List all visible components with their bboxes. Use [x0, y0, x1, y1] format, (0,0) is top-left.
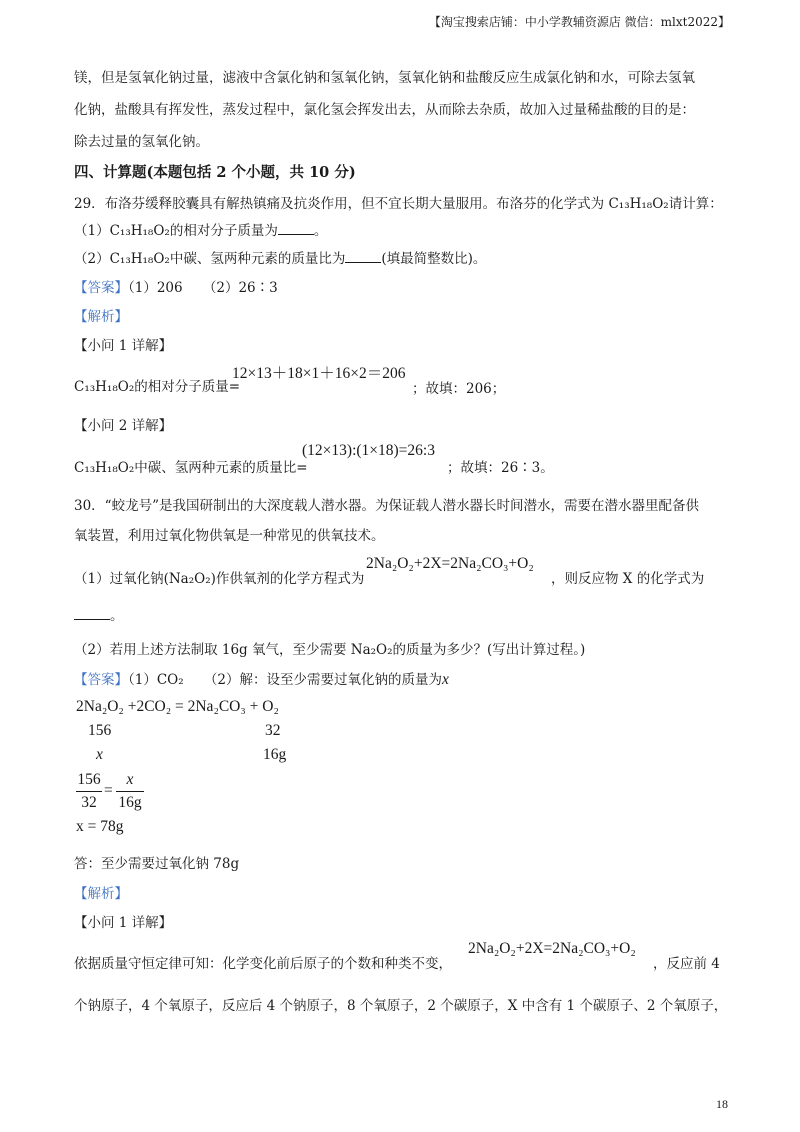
answer-tag: 【答案】	[74, 280, 128, 296]
q29-sub1-prefix: C₁₃H₁₈O₂的相对分子质量=	[74, 379, 241, 395]
q29-sub2-suffix: ；故填：26∶3。	[447, 460, 554, 476]
q29-sub2-formula: (12×13):(1×18)=26:3	[302, 442, 435, 459]
fraction-bar	[76, 791, 102, 792]
analysis-tag: 【解析】	[74, 309, 128, 325]
given-mass: 16g	[263, 746, 287, 763]
sub-question-1-tag: 【小问 1 详解】	[74, 915, 173, 931]
answer-tag: 【答案】	[74, 672, 128, 688]
intro-line-3: 除去过量的氢氧化钠。	[74, 134, 209, 150]
q29-stem: 29．布洛芬缓释胶囊具有解热镇痛及抗炎作用，但不宜长期大量服用。布洛芬的化学式为 C₁₃H₁₈O₂请计算：	[74, 196, 723, 212]
molar-mass-left: 156	[88, 722, 112, 739]
answer-blank	[345, 250, 381, 263]
page-number: 18	[716, 1097, 728, 1111]
q29-part1-end: 。	[313, 223, 328, 239]
page-header: 【淘宝搜索店铺：中小学教辅资源店 微信：mlxt2022】	[428, 15, 730, 29]
q30-sub1-line-1-equation: 2Na₂O₂+2X=2Na₂CO₃+O₂	[468, 940, 636, 957]
q30-part2: （2）若用上述方法制取 16g 氧气，至少需要 Na₂O₂的质量为多少？(写出计算过程。)	[74, 642, 586, 658]
section-title: 四、计算题(本题包括 2 个小题，共 10 分)	[74, 164, 356, 181]
result-line: x = 78g	[76, 818, 124, 835]
q29-part2	[74, 247, 486, 267]
q30-stem-line-1: 30．“蛟龙号”是我国研制出的大深度载人潜水器。为保证载人潜水器长时间潜水，需要在潜水器里配备供	[74, 498, 699, 514]
q29-sub2-prefix: C₁₃H₁₈O₂中碳、氢两种元素的质量比=	[74, 460, 308, 476]
q29-sub1-suffix: ；故填：206；	[412, 381, 506, 397]
q29-part1	[74, 219, 327, 239]
fraction-bar	[116, 791, 144, 792]
q30-part1-prefix: （1）过氧化钠(Na₂O₂)作供氧剂的化学方程式为	[74, 571, 365, 587]
answer-variable: x	[442, 671, 449, 688]
q30-stem-line-2: 氧装置，利用过氧化物供氧是一种常见的供氧技术。	[74, 528, 385, 544]
q30-part1-suffix: ，则反应物 X 的化学式为	[551, 571, 705, 587]
unknown-mass: x	[96, 746, 103, 763]
q30-sub1-line-1-suffix: ，反应前 4	[653, 956, 720, 972]
proportion-equals: =	[104, 782, 113, 799]
q30-answer	[74, 668, 449, 689]
conclusion: 答：至少需要过氧化钠 78g	[74, 856, 240, 872]
q30-part1-equation: 2Na₂O₂+2X=2Na₂CO₃+O₂	[366, 555, 534, 572]
reaction-equation: 2Na₂O₂ +2CO₂ = 2Na₂CO₃ + O₂	[76, 698, 279, 715]
q30-sub1-line-2: 个钠原子，4 个氧原子，反应后 4 个钠原子，8 个氧原子，2 个碳原子，X 中含有 1 个碳原子、2 个氧原子，	[74, 998, 728, 1014]
q29-part1-text: （1）C₁₃H₁₈O₂的相对分子质量为	[74, 223, 278, 239]
answer-text: （1）CO₂ （2）解：设至少需要过氧化钠的质量为	[128, 672, 442, 688]
q29-part2-text: （2）C₁₃H₁₈O₂中碳、氢两种元素的质量比为	[74, 251, 346, 267]
fraction-numerator: 156	[77, 771, 101, 788]
proportion-right-fraction	[116, 770, 144, 813]
q29-sub1-formula: 12×13＋18×1＋16×2＝206	[232, 365, 406, 382]
answer-blank	[278, 222, 314, 235]
proportion-left-fraction	[76, 770, 102, 813]
fraction-denominator: 32	[81, 794, 97, 811]
fraction-denominator: 16g	[118, 794, 142, 811]
sub-question-2-tag: 【小问 2 详解】	[74, 418, 173, 434]
intro-line-1: 镁，但是氢氧化钠过量，滤液中含氯化钠和氢氧化钠，氢氧化钠和盐酸反应生成氯化钠和水，可除去氢氧	[74, 70, 695, 86]
q29-part2-end: (填最简整数比)。	[381, 251, 487, 267]
q30-sub1-line-1-prefix: 依据质量守恒定律可知：化学变化前后原子的个数和种类不变，	[74, 956, 452, 972]
molar-mass-right: 32	[265, 722, 281, 739]
q29-answer	[74, 276, 278, 296]
answer-blank	[74, 607, 110, 620]
q30-part1-blank-line	[74, 604, 124, 624]
intro-line-2: 化钠，盐酸具有挥发性，蒸发过程中，氯化氢会挥发出去，从而除去杂质，故加入过量稀盐酸的目的是：	[74, 102, 695, 118]
analysis-tag: 【解析】	[74, 886, 128, 902]
q30-part1-end: 。	[110, 608, 124, 624]
answer-text: （1）206 （2）26∶3	[128, 280, 278, 296]
fraction-numerator: x	[126, 771, 134, 788]
sub-question-1-tag: 【小问 1 详解】	[74, 338, 173, 354]
